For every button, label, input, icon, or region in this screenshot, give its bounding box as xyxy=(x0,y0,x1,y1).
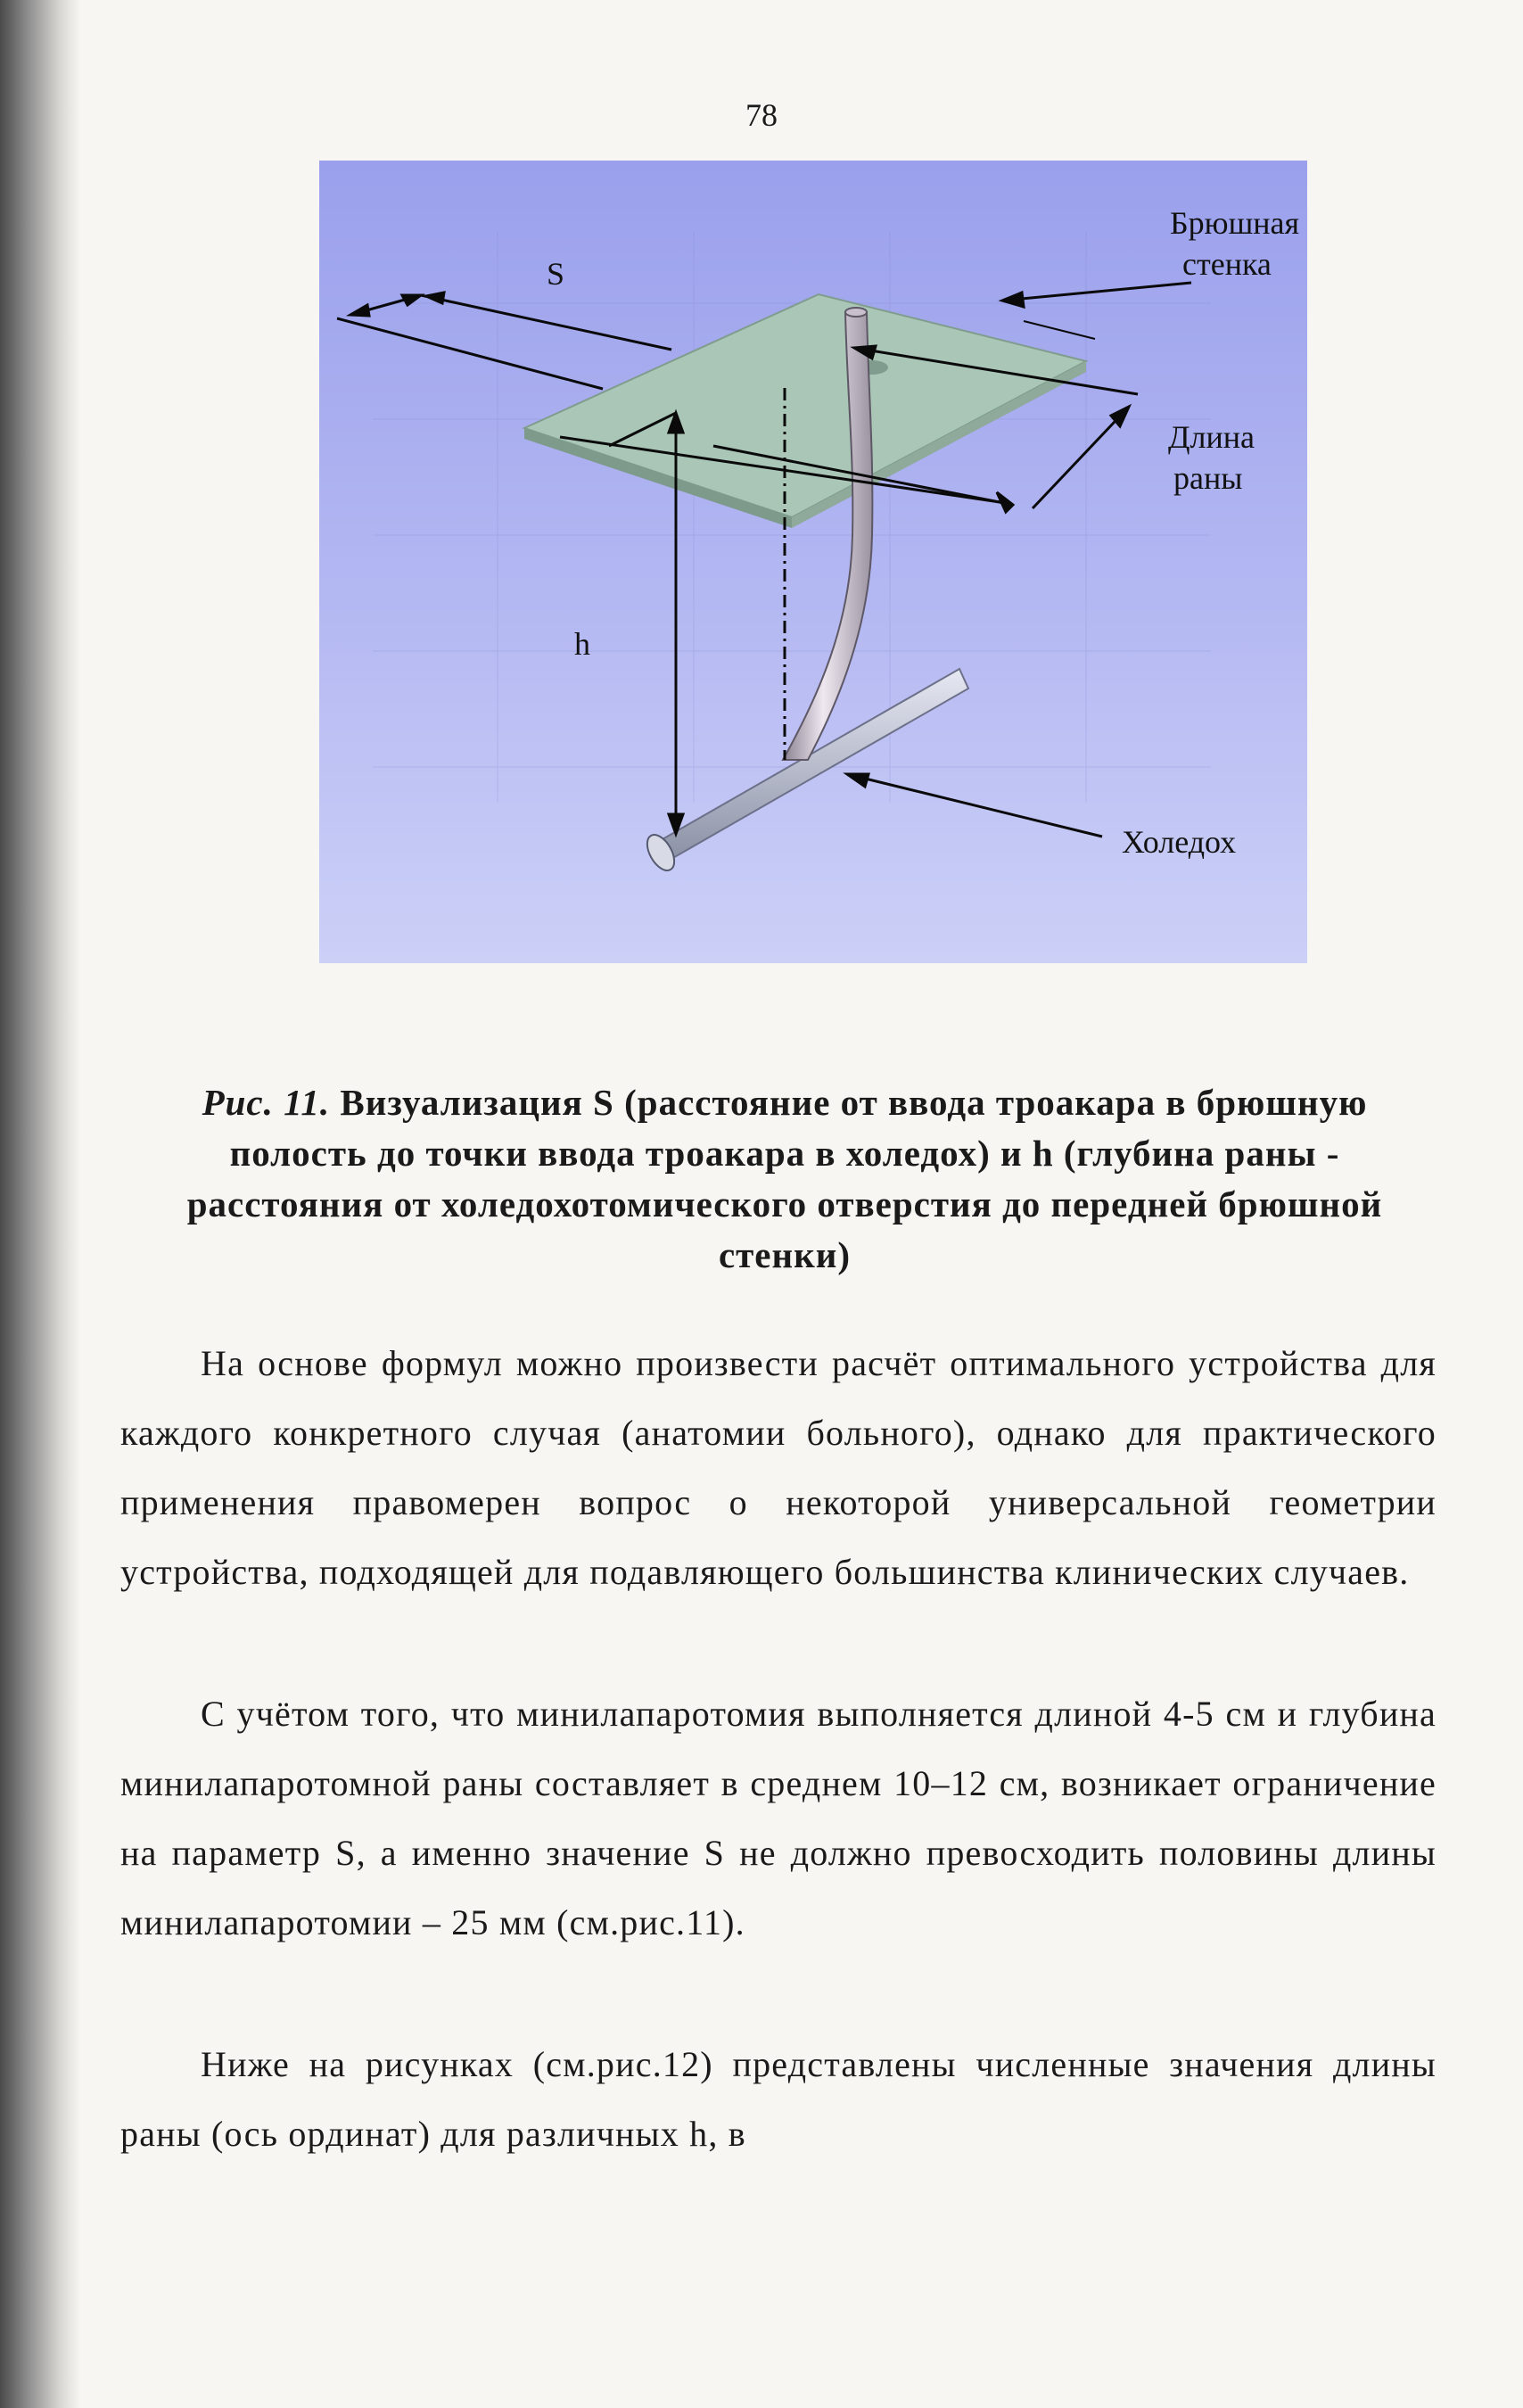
common-bile-duct-tube xyxy=(642,669,968,875)
label-wound-length-line2: раны xyxy=(1173,460,1243,496)
paragraph-3 xyxy=(120,2030,1437,2169)
paragraph-2-text: С учётом того, что минилапаротомия выполняется длиной 4-5 см и глубина минилапаротомной раны составляет в среднем 10–12 см, возникает ограничение на параметр S, а именно значение S не должно превосходить половины длины минилапаротомии – 25 мм (см.рис.11). xyxy=(120,1694,1437,1942)
label-common-bile-duct: Холедох xyxy=(1122,824,1237,860)
label-s: S xyxy=(547,256,565,292)
abdominal-wall-plate xyxy=(524,294,1086,528)
paragraph-1 xyxy=(120,1329,1437,1607)
page-number: 78 xyxy=(745,97,778,133)
figure-caption xyxy=(134,1077,1436,1281)
caption-figure-reference: Рис. 11. xyxy=(202,1082,331,1123)
label-wound-length-line1: Длина xyxy=(1168,419,1255,455)
figure-trocar-visualization xyxy=(319,161,1307,963)
paragraph-2 xyxy=(120,1679,1437,1958)
caption-text: Визуализация S (расстояние от ввода троакара в брюшную полость до точки ввода троакара в холедох) и h (глубина раны - расстояния от холедохотомического отверстия до передней брюшной стенки) xyxy=(186,1082,1383,1275)
paragraph-3-text: Ниже на рисунках (см.рис.12) представлены численные значения длины раны (ось ординат) для различных h, в xyxy=(120,2044,1437,2154)
label-abdominal-wall-line1: Брюшная xyxy=(1170,205,1300,241)
label-h: h xyxy=(574,626,590,662)
label-abdominal-wall-line2: стенка xyxy=(1182,246,1272,282)
paragraph-1-text: На основе формул можно произвести расчёт оптимального устройства для каждого конкретного случая (анатомии больного), однако для практического применения правомерен вопрос о некоторой универсальной геометрии устройства, подходящей для подавляющего большинства клинических случаев. xyxy=(120,1343,1437,1592)
book-binding-shadow xyxy=(0,0,80,2408)
